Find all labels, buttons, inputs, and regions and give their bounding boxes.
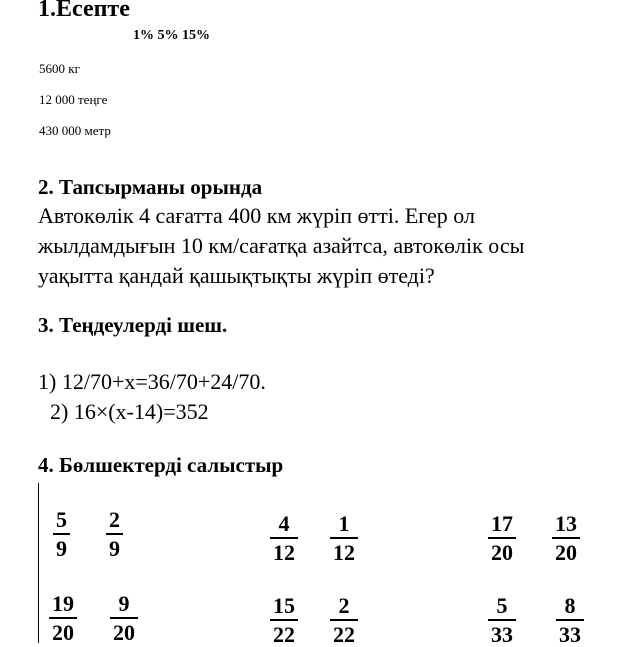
fraction-bar <box>270 619 298 621</box>
section4-title: 4. Бөлшектерді салыстыр <box>38 453 284 477</box>
numerator: 19 <box>52 591 74 616</box>
fraction <box>330 512 358 565</box>
equation-1: 1) 12/70+x=36/70+24/70. <box>38 369 266 394</box>
equation-2: 2) 16×(x-14)=352 <box>50 399 209 424</box>
denominator: 22 <box>333 622 355 647</box>
denominator: 12 <box>333 540 355 565</box>
quantity-item: 5600 кг <box>39 61 80 76</box>
fraction-bar <box>488 537 516 539</box>
section1-title: 1.Есепте <box>38 0 130 22</box>
fraction-bar <box>552 537 580 539</box>
fraction-bar <box>330 619 358 621</box>
numerator: 5 <box>496 593 508 618</box>
numerator: 15 <box>273 593 295 618</box>
numerator: 13 <box>555 511 577 536</box>
denominator: 20 <box>52 620 74 645</box>
percent-list: 1% 5% 15% <box>133 28 210 43</box>
fraction <box>49 592 77 645</box>
denominator: 9 <box>109 536 120 561</box>
denominator: 9 <box>56 536 67 561</box>
task-text-line: жылдамдығын 10 км/сағатқа азайтса, автокөлік осы <box>38 233 525 258</box>
fraction-bar <box>556 619 584 621</box>
task-text-line: уақытта қандай қашықтықты жүріп өтеді? <box>38 263 435 288</box>
section2-title: 2. Тапсырманы орында <box>38 175 263 199</box>
quantity-item: 430 000 метр <box>39 123 111 138</box>
denominator: 20 <box>491 540 513 565</box>
numerator: 4 <box>278 511 290 536</box>
numerator: 2 <box>109 507 120 532</box>
fraction <box>270 512 298 565</box>
section3-title: 3. Теңдеулерді шеш. <box>38 313 228 337</box>
numerator: 2 <box>338 593 350 618</box>
margin-line <box>38 483 39 643</box>
numerator: 5 <box>56 507 67 532</box>
denominator: 33 <box>491 622 513 647</box>
fraction <box>552 512 580 565</box>
fraction <box>53 508 70 561</box>
denominator: 22 <box>273 622 295 647</box>
fraction-bar <box>270 537 298 539</box>
numerator: 1 <box>338 511 350 536</box>
fraction <box>556 594 584 647</box>
quantity-item: 12 000 теңге <box>39 92 108 107</box>
fraction <box>330 594 358 647</box>
denominator: 20 <box>113 620 135 645</box>
denominator: 12 <box>273 540 295 565</box>
fraction-bar <box>488 619 516 621</box>
numerator: 17 <box>491 511 513 536</box>
numerator: 9 <box>118 591 130 616</box>
denominator: 33 <box>559 622 581 647</box>
fraction <box>488 512 516 565</box>
fraction <box>106 508 123 561</box>
fraction-bar <box>49 617 77 619</box>
fraction <box>270 594 298 647</box>
fraction-bar <box>330 537 358 539</box>
denominator: 20 <box>555 540 577 565</box>
fraction-bar <box>110 617 138 619</box>
fraction <box>488 594 516 647</box>
numerator: 8 <box>564 593 576 618</box>
task-text-line: Автокөлік 4 сағатта 400 км жүріп өтті. Егер ол <box>38 203 475 228</box>
fraction <box>110 592 138 645</box>
fraction-bar <box>106 533 123 535</box>
fraction-bar <box>53 533 70 535</box>
